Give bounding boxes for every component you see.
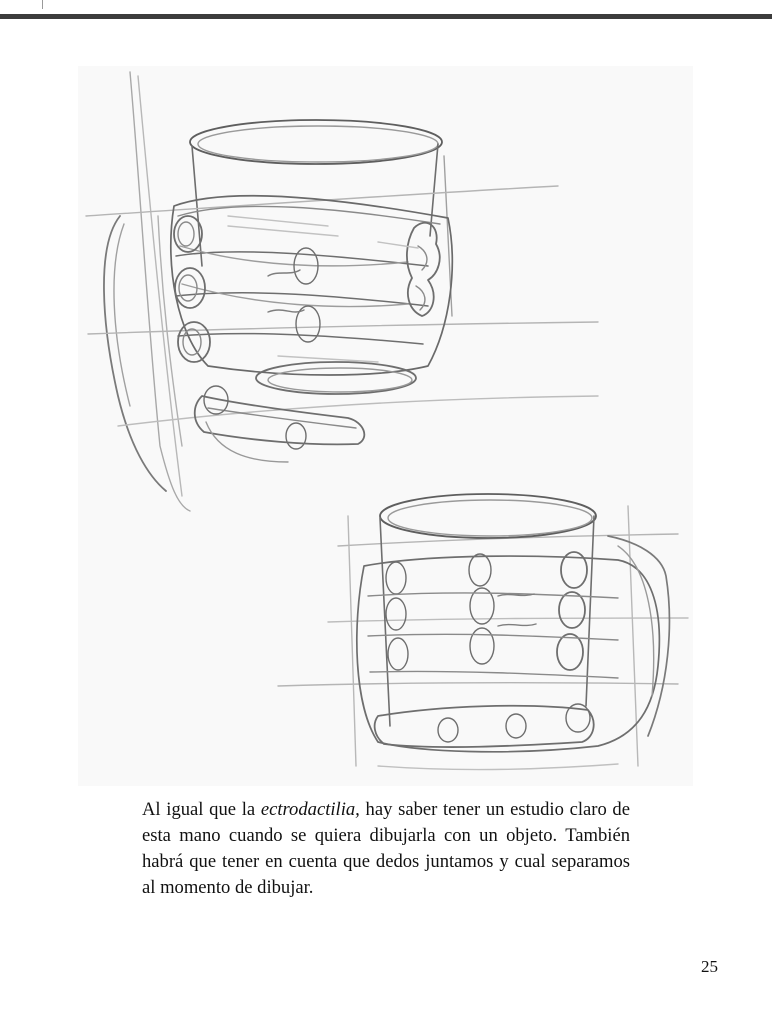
page-number: 25 [701,957,718,976]
lower-hand-cup-sketch [278,494,688,770]
upper-hand-cup-sketch [86,72,598,511]
body-paragraph [142,797,630,901]
pencil-sketch-illustration [78,66,693,786]
crop-mark [42,0,43,9]
paragraph-part-1: Al igual que la [142,799,261,820]
paragraph-term-italic: ectrodactilia, [260,799,360,820]
page-top-rule [0,14,772,19]
paragraph-part-2: hay saber tener un estudio claro de esta mano cuando se quiera dibujarla con un objeto. También habrá que tener en cuenta que dedos juntamos y cual separamos al momento de dibujar. [142,799,630,898]
